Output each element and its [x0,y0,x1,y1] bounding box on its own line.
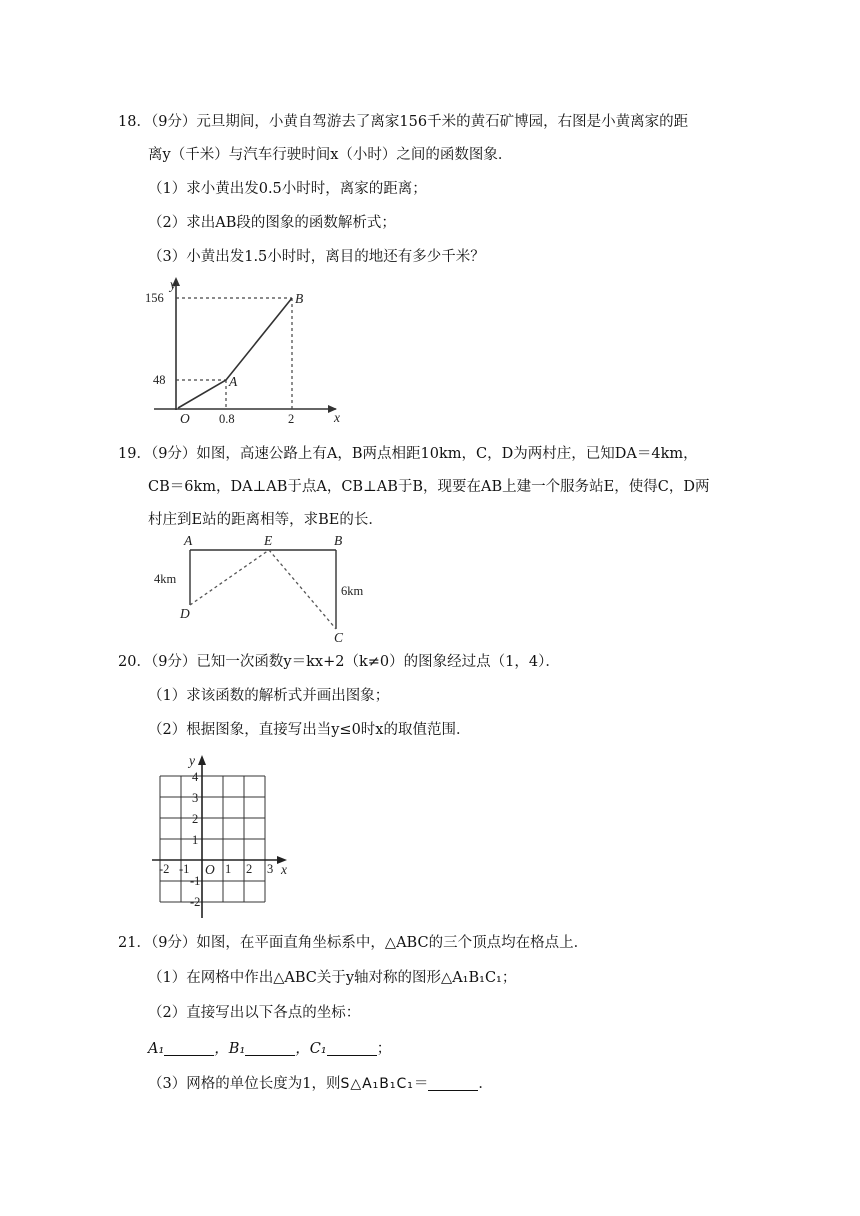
q21-part2: （2）直接写出以下各点的坐标： [148,1005,361,1021]
q20-xtick-neg1: -1 [179,862,190,876]
q21-area-expression: S△A₁B₁C₁ [340,1076,414,1092]
q20-xtick-3: 3 [267,862,274,876]
q20-ytick-3: 3 [192,791,199,805]
q21-coord-a1-label: A₁ [148,1041,165,1057]
q21-coords-line [148,1039,391,1059]
q21-coord-c1-label: ，C₁ [295,1041,327,1057]
q20-ytick-neg2: -2 [190,895,201,909]
q19-segment-ec [269,550,336,629]
q21-part3-prefix: （3）网格的单位长度为1，则 [148,1076,341,1092]
q21-part1: （1）在网格中作出△ABC关于y轴对称的图形△A₁B₁C₁； [148,970,517,986]
q21-part3 [148,1074,493,1094]
q19-label-c: C [334,630,344,645]
q19-stem-line3: 村庄到E站的距离相等，求BE的长． [148,512,383,528]
q20-stem: 20．（9分）已知一次函数y＝kx+2（k≠0）的图象经过点（1，4）． [118,654,560,670]
q20-xtick-2: 2 [246,862,253,876]
q19-road-figure [148,532,378,647]
q20-xtick-neg2: -2 [159,862,170,876]
q18-graph-line [178,298,292,408]
q18-part1: （1）求小黄出发0.5小时时，离家的距离； [148,181,427,197]
q21-blank-a1[interactable] [164,1041,214,1056]
q18-tick-0-8: 0.8 [219,412,235,426]
q19-label-b: B [334,533,343,548]
q18-stem-line2: 离y（千米）与汽车行驶时间x（小时）之间的函数图象． [148,147,513,163]
q19-stem-line2: CB＝6km，DA⊥AB于点A，CB⊥AB于B，现要在AB上建一个服务站E，使得C，D两 [148,479,710,495]
q19-label-e: E [264,533,273,548]
q21-coord-b1-label: ，B₁ [214,1041,246,1057]
q18-part3: （3）小黄出发1.5小时时，离目的地还有多少千米？ [148,249,485,265]
q21-coord-end: ； [376,1041,392,1057]
q20-ytick-neg1: -1 [190,874,201,888]
q20-part1: （1）求该函数的解析式并画出图象； [148,688,390,704]
q18-tick-48: 48 [153,373,166,387]
q20-y-label: y [189,753,195,768]
q19-label-d: D [180,606,190,621]
q21-stem: 21．（9分）如图，在平面直角坐标系中，△ABC的三个顶点均在格点上． [118,935,589,951]
q19-label-a: A [184,533,193,548]
q18-x-label: x [334,410,340,425]
q20-xtick-1: 1 [225,862,232,876]
q21-part3-eq: ＝ [413,1076,429,1092]
q20-y-arrow-icon [198,755,206,765]
q21-blank-b1[interactable] [245,1041,295,1056]
q18-point-b: B [295,291,304,306]
q20-grid-lines [160,776,265,902]
q20-x-label: x [281,862,287,877]
q19-stem-line1: 19．（9分）如图，高速公路上有A，B两点相距10km，C，D为两村庄，已知DA＝4km， [118,446,698,462]
q20-ytick-4: 4 [192,770,199,784]
q20-origin-label: O [205,862,215,877]
q18-function-graph [140,276,350,426]
q19-label-4km: 4km [154,572,177,586]
q21-blank-area[interactable] [428,1076,478,1091]
q19-label-6km: 6km [341,584,364,598]
q18-tick-156: 156 [145,291,164,305]
q18-tick-2: 2 [288,412,295,426]
q18-point-a: A [229,374,238,389]
q20-coordinate-grid [150,752,295,920]
q21-blank-c1[interactable] [327,1041,377,1056]
q18-part2: （2）求出AB段的图象的函数解析式； [148,215,396,231]
q20-ytick-1: 1 [192,833,199,847]
q20-ytick-2: 2 [192,812,199,826]
q20-part2: （2）根据图象，直接写出当y≤0时x的取值范围． [148,722,471,738]
q18-origin-label: O [180,411,190,426]
q19-segment-de [190,550,269,605]
q18-y-label: y [170,277,176,292]
q18-stem-line1: 18．（9分）元旦期间，小黄自驾游去了离家156千米的黄石矿博园，右图是小黄离家的距 [118,114,689,130]
q21-part3-end: ． [478,1076,493,1092]
